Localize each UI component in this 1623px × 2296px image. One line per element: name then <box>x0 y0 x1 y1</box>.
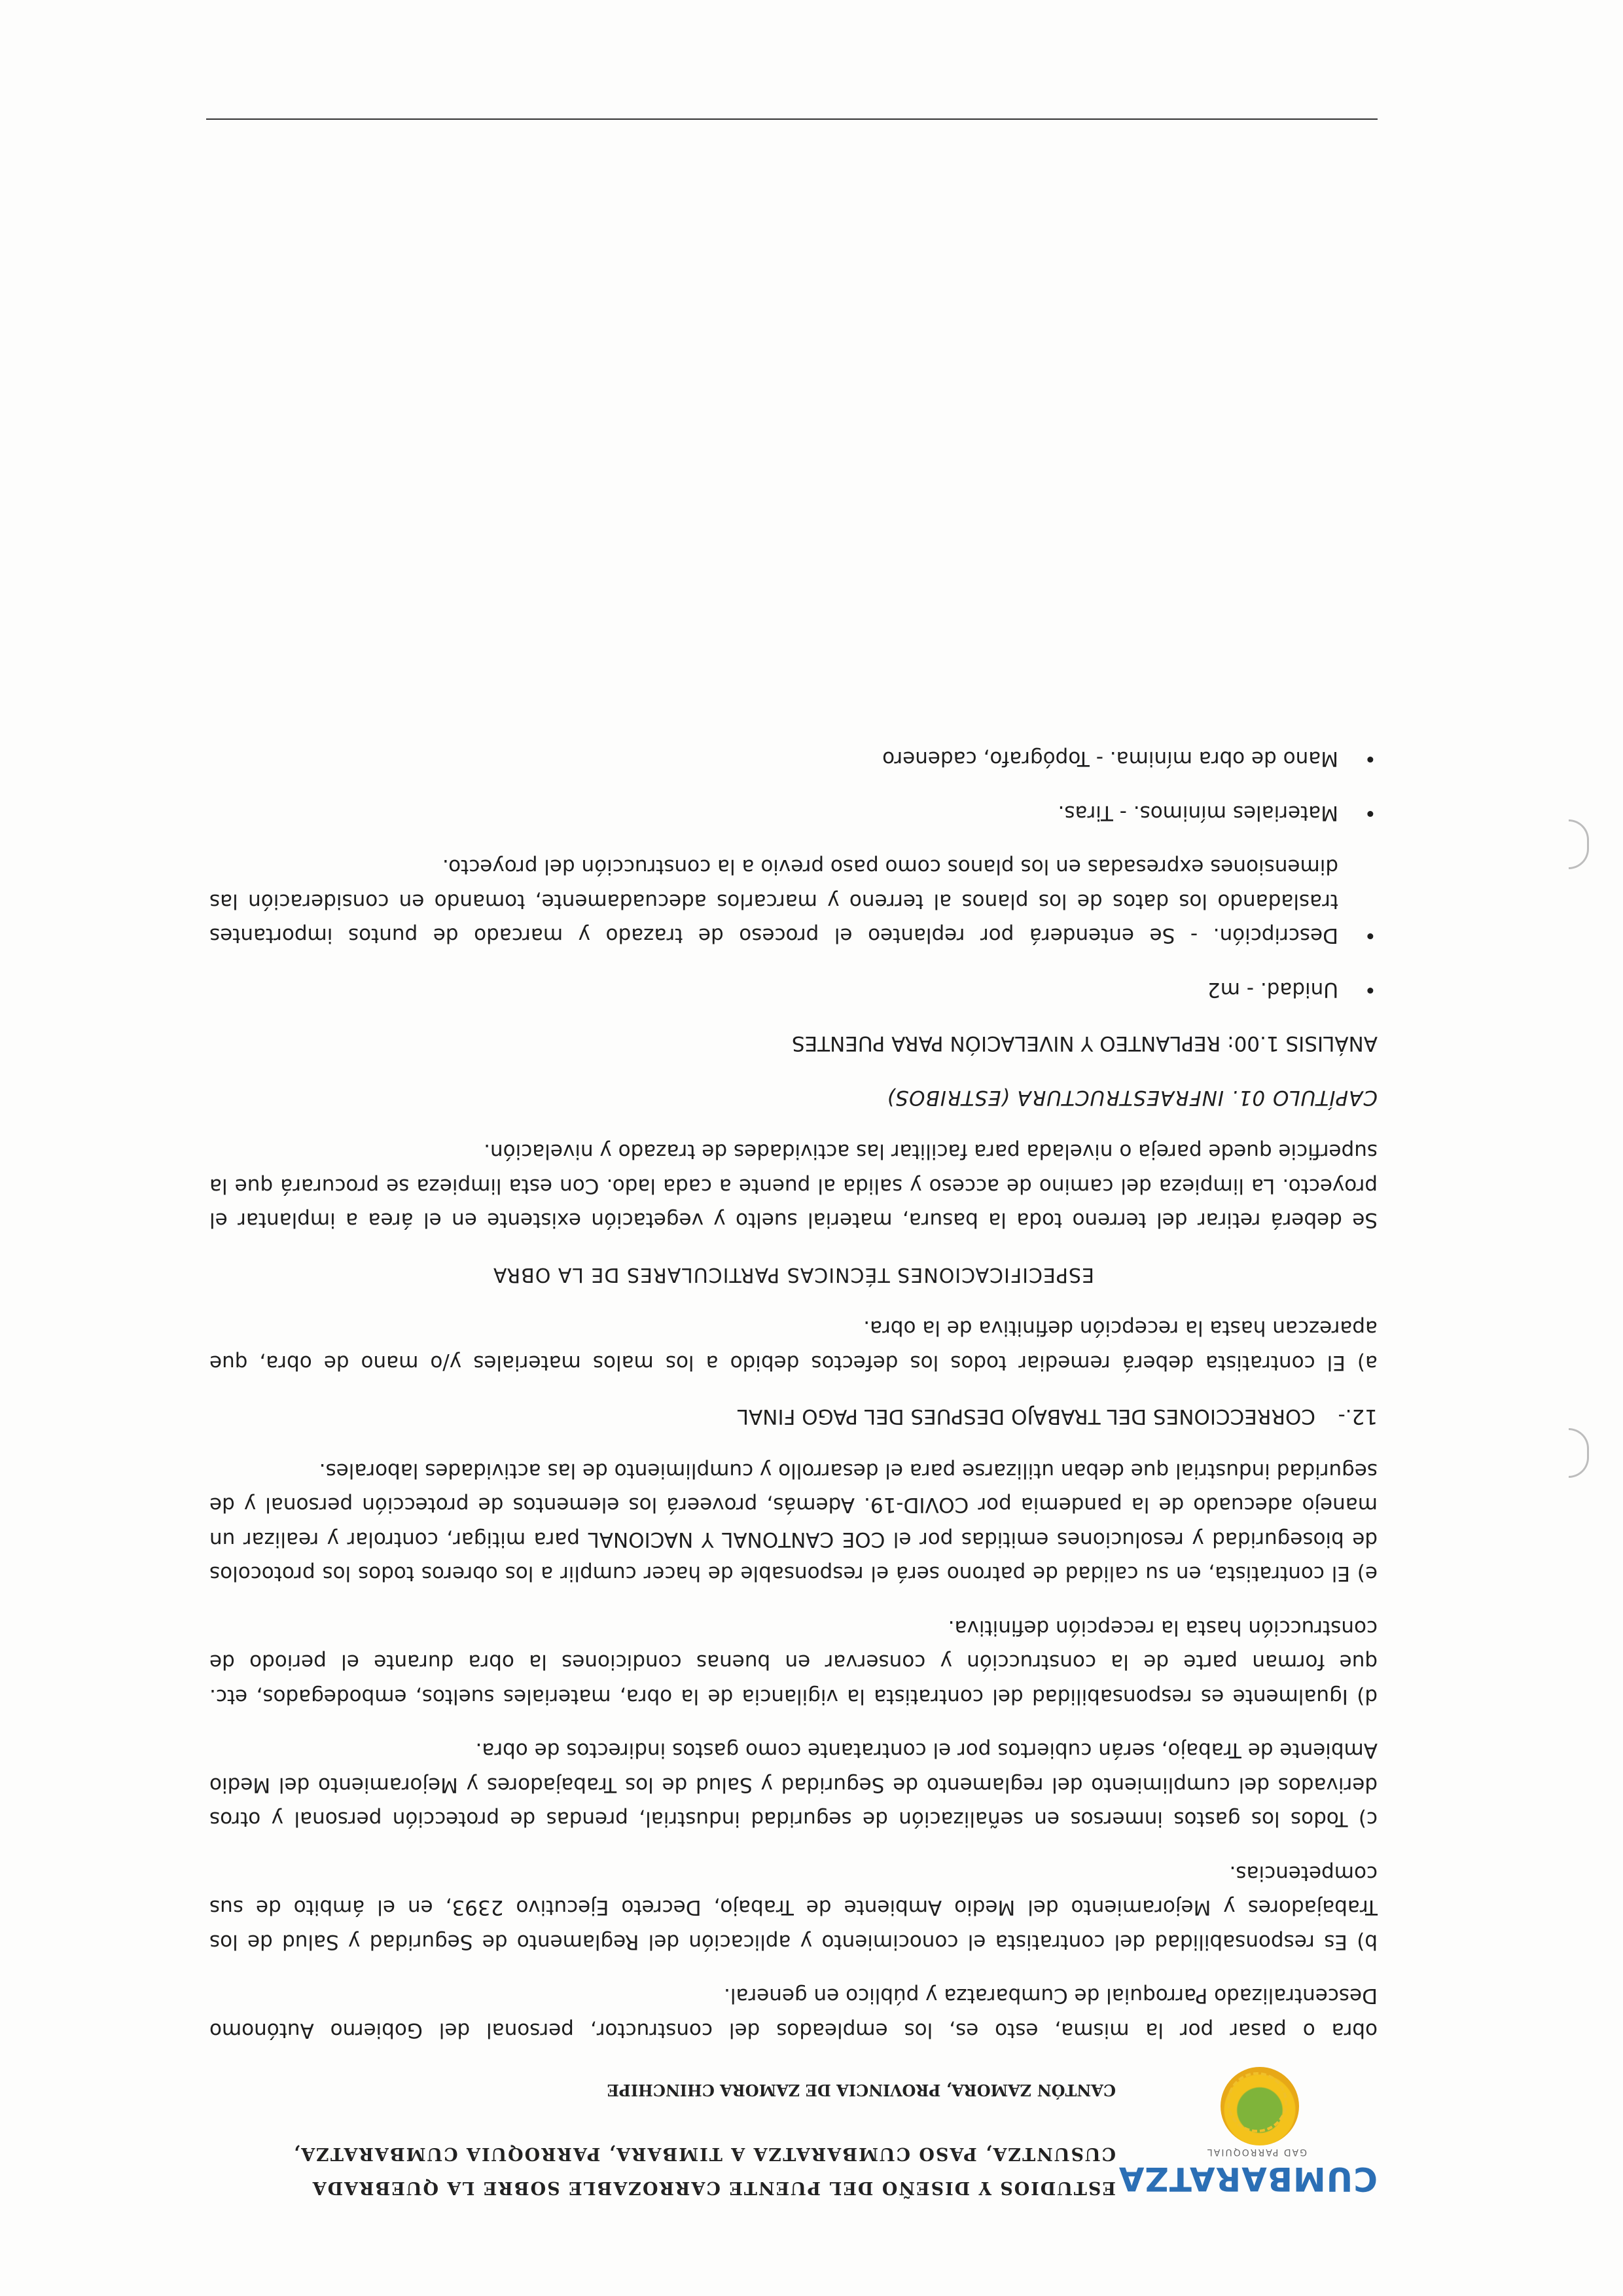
section-12-heading <box>209 1399 1378 1434</box>
bullet-unit: • Unidad. - m2 <box>209 973 1378 1007</box>
bullet-labor: • Mano de obra mínima. - Topógrafo, cadenero <box>209 742 1378 776</box>
section-12-number: 12.- <box>1338 1405 1378 1429</box>
project-title-line-2: CUSUNTZA, PASO CUMBARATZA A TIMBARA, PARROQUIA CUMBARATZA, <box>292 2144 1116 2164</box>
punch-hole-mark <box>1569 1428 1589 1478</box>
document-body <box>209 742 1378 2047</box>
letterhead <box>200 2054 1378 2204</box>
chapter-heading: CAPÍTULO 01. INFRAESTRUCTURA (ESTRIBOS) <box>886 1086 1378 1109</box>
sun-emblem-icon <box>1221 2067 1299 2145</box>
project-title-line-1: ESTUDIOS Y DISEÑO DEL PUENTE CARROZABLE SOBRE LA QUEBRADA <box>311 2178 1116 2198</box>
paragraph-e: e) El contratista, en su calidad de patrono será el responsable de hacer cumplir a los obreros todos los protocolos de bioseguridad y resoluciones emitidas por el COE CANTONAL Y NACIONAL para mitigar, controlar y realizar un manejo adecuado de la pandemia por COVID-19. Además, proveerá los elementos de protección personal y de seguridad industrial que deban utilizarse para el desarrollo y cumplimiento de las actividades laborales. <box>209 1459 1378 1586</box>
project-title <box>200 2136 1116 2204</box>
paragraph-c: c) Todos los gastos inmersos en señalización de seguridad industrial, prendas de protección personal y otros derivados del cumplimiento del reglamento de Seguridad y Salud de los Trabajadores y Mejoramiento del Medio Ambiente de Trabajo, serán cubiertos por el contratante como gastos indirectos de obra. <box>209 1738 1378 1831</box>
analysis-heading: ANÁLISIS 1.00: REPLANTEO Y NIVELACIÓN PARA PUENTES <box>791 1031 1378 1056</box>
paragraph-intro: obra o pasar por la misma, esto es, los empleados del constructor, personal del Gobierno Autónomo Descentralizado Parroquial de Cumbaratza y público en general. <box>209 1984 1378 2042</box>
section-12-title: CORRECCIONES DEL TRABAJO DESPUES DEL PAGO FINAL <box>737 1405 1315 1429</box>
project-location: CANTÓN ZAMORA, PROVINCIA DE ZAMORA CHINCHIPE <box>607 2081 1116 2100</box>
punch-hole-mark <box>1569 819 1589 869</box>
paragraph-cleaning: Se deberá retirar del terreno toda la basura, material suelto y vegetación existente en el área a implantar el proyecto. La limpieza del camino de acceso y salida al puente a cada lado. Con esta limpieza se procurará que la superficie quede pareja o nivelada para facilitar las actividades de trazado y nivelación. <box>209 1139 1378 1232</box>
bullet-materials: • Materiales mínimos. - Tiras. <box>209 796 1378 831</box>
logo-name: CUMBARATZA <box>1118 2160 1378 2198</box>
logo-tagline: GAD PARROQUIAL <box>1205 2147 1308 2157</box>
bullet-description: • Descripción. - Se entenderá por replanteo el proceso de trazado y marcado de puntos importantes trasladando los datos de los planos al terreno y marcarlos adecuadamente, tomando en consideración las dimensiones expresadas en los planos como paso previo a la construcción del proyecto. <box>209 850 1378 953</box>
paragraph-d: d) Igualmente es responsabilidad del contratista la vigilancia de la obra, materiales sueltos, embodegados, etc. que forman parte de la construcción y conservar en buenas condiciones la obra durante el periodo de construcción hasta la recepción definitiva. <box>209 1616 1378 1708</box>
cumbaratza-logo <box>1118 2057 1378 2198</box>
footer-rule <box>206 118 1378 120</box>
paragraph-b: b) Es responsabilidad del contratista el conocimiento y aplicación del Reglamento de Seguridad y Salud de los Trabajadores y Mejoramiento del Medio Ambiente de Trabajo, Decreto Ejecutivo 2393, en el ámbito de sus competencias. <box>209 1861 1378 1954</box>
specifications-heading: ESPECIFICACIONES TÉCNICAS PARTICULARES DE LA OBRA <box>493 1263 1094 1286</box>
paragraph-a: a) El contratista deberá remediar todos los defectos debido a los malos materiales y/o mano de obra, que aparezcan hasta la recepción definitiva de la obra. <box>209 1316 1378 1374</box>
